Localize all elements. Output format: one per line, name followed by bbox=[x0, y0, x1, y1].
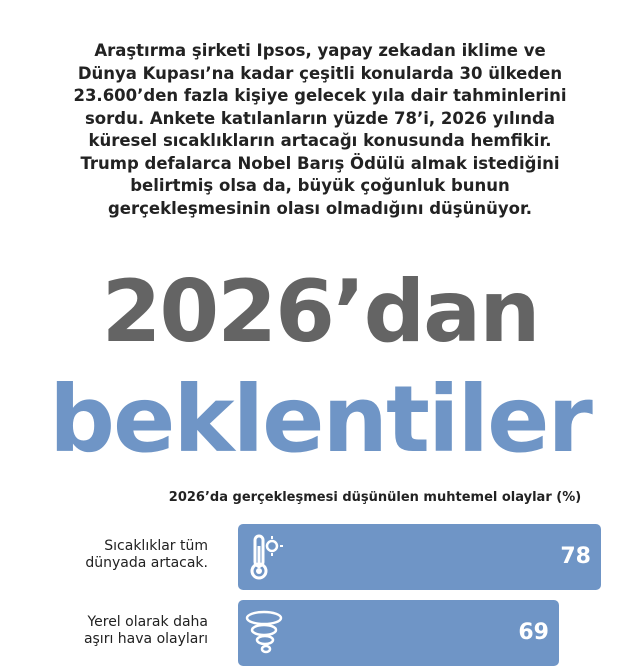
tornado-icon bbox=[244, 608, 284, 658]
intro-line: Dünya Kupası’na kadar çeşitli konularda 30 ülkeden bbox=[77, 63, 563, 83]
bar bbox=[238, 524, 601, 590]
intro-line: sordu. Ankete katılanların yüzde 78’i, 2026 yılında bbox=[84, 108, 556, 128]
thermometer-sun-icon bbox=[244, 532, 284, 582]
headline-line-1: 2026’dan bbox=[101, 262, 539, 362]
bar-category-label-line: Sıcaklıklar tüm bbox=[104, 538, 208, 554]
bar-category-label-line: aşırı hava olayları bbox=[83, 631, 208, 647]
bar-category-label bbox=[20, 538, 208, 572]
intro-line: belirtmiş olsa da, büyük çoğunluk bunun bbox=[130, 176, 510, 195]
bar-value-label: 69 bbox=[518, 620, 549, 645]
bar-category-label-line: Yerel olarak daha bbox=[87, 614, 208, 630]
headline-line-2: beklentiler bbox=[49, 366, 591, 473]
intro-line: Trump defalarca Nobel Barış Ödülü almak istediğini bbox=[80, 153, 560, 173]
chart-title: 2026’da gerçekleşmesi düşünülen muhtemel olaylar (%) bbox=[168, 490, 582, 505]
intro-line: küresel sıcaklıkların artacağı konusunda hemfikir. bbox=[88, 131, 552, 150]
intro-line: gerçekleşmesinin olası olmadığını düşünüyor. bbox=[107, 198, 532, 218]
bar-category-label bbox=[20, 614, 208, 648]
bar-category-label-line: dünyada artacak. bbox=[85, 555, 208, 571]
intro-line: 23.600’den fazla kişiye gelecek yıla dair tahminlerini bbox=[73, 86, 567, 105]
bar bbox=[238, 600, 559, 666]
intro-line: Araştırma şirketi Ipsos, yapay zekadan iklime ve bbox=[94, 41, 546, 60]
bar-value-label: 78 bbox=[560, 544, 591, 569]
intro-paragraph bbox=[40, 40, 600, 220]
